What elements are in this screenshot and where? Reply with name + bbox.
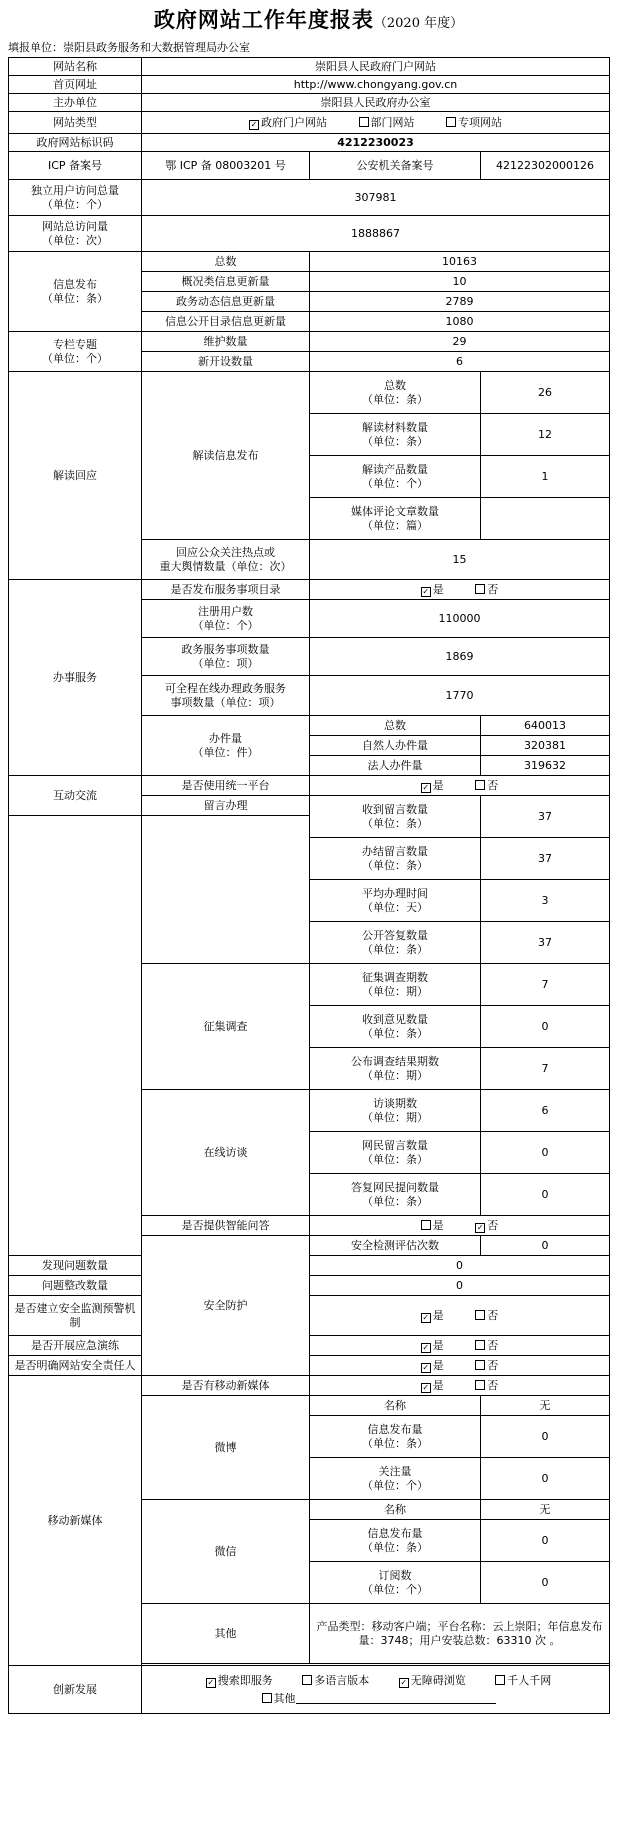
- service-online-value: 1770: [310, 676, 610, 716]
- innovation-label: 创新发展: [9, 1666, 142, 1714]
- checkbox-icon: ✓: [422, 1382, 430, 1392]
- row-icp: [9, 152, 610, 180]
- survey-opinions-value: 0: [481, 1006, 610, 1048]
- interview-periods-label: 访谈期数 （单位：期）: [310, 1090, 481, 1132]
- other-underline: [296, 1693, 496, 1704]
- checkbox-icon: ✓: [422, 1342, 430, 1352]
- wechat-posts-value: 0: [481, 1520, 610, 1562]
- row-site-type: [9, 112, 610, 134]
- interp-resp-label: 回应公众关注热点或 重大舆情数量（单位：次）: [142, 540, 310, 580]
- sec-issues-value: 0: [310, 1256, 610, 1276]
- wechat-subs-value: 0: [481, 1562, 610, 1604]
- service-online-label: 可全程在线办理政务服务 事项数量（单位：项）: [142, 676, 310, 716]
- checkbox-icon: [475, 780, 485, 790]
- survey-periods-label: 征集调查期数 （单位：期）: [310, 964, 481, 1006]
- interview-msgs-label: 网民留言数量 （单位：条）: [310, 1132, 481, 1174]
- service-users-value: 110000: [310, 600, 610, 638]
- row-interp-total: [9, 372, 610, 414]
- checkbox-icon: [262, 1693, 272, 1703]
- row-topics-maint: [9, 332, 610, 352]
- weibo-label: 微博: [142, 1396, 310, 1500]
- survey-periods-value: 7: [481, 964, 610, 1006]
- interact-recv-label: 收到留言数量 （单位：条）: [310, 796, 481, 838]
- police-label: 公安机关备案号: [310, 152, 481, 180]
- interp-total-label: 总数 （单位：条）: [310, 372, 481, 414]
- checkbox-icon: [475, 1360, 485, 1370]
- row-innovation: [9, 1666, 610, 1714]
- service-vol-person-value: 320381: [481, 736, 610, 756]
- sec-fixed-value: 0: [310, 1276, 610, 1296]
- filler-label: 填报单位：: [8, 41, 63, 54]
- interp-mat-value: 12: [481, 414, 610, 456]
- info-news-value: 2789: [310, 292, 610, 312]
- sec-owner-label: 是否明确网站安全责任人: [9, 1356, 142, 1376]
- interact-msg-cont: [142, 816, 310, 964]
- filler-unit: 崇阳县政务服务和大数据管理局办公室: [63, 41, 250, 54]
- sponsor-label: 主办单位: [9, 94, 142, 112]
- topics-new-value: 6: [310, 352, 610, 372]
- sec-issues-label: 发现问题数量: [9, 1256, 142, 1276]
- survey-results-label: 公布调查结果期数 （单位：期）: [310, 1048, 481, 1090]
- row-service-catalog: [9, 580, 610, 600]
- wechat-name-label: 名称: [310, 1500, 481, 1520]
- row-sec-monitor: [9, 1296, 610, 1336]
- info-label: 信息发布 （单位：条）: [9, 252, 142, 332]
- info-total-label: 总数: [142, 252, 310, 272]
- innovation-options: ✓ 搜索即服务 多语言版本 ✓ 无障碍浏览 千人千网 其他: [142, 1666, 610, 1714]
- report-table: [8, 57, 610, 1714]
- wechat-posts-label: 信息发布量 （单位：条）: [310, 1520, 481, 1562]
- interact-platform-choice: ✓ 是 否: [310, 776, 610, 796]
- survey-results-value: 7: [481, 1048, 610, 1090]
- interact-public-label: 公开答复数量 （单位：条）: [310, 922, 481, 964]
- weibo-follow-label: 关注量 （单位：个）: [310, 1458, 481, 1500]
- interview-msgs-value: 0: [481, 1132, 610, 1174]
- row-info-total: [9, 252, 610, 272]
- sec-drill-label: 是否开展应急演练: [9, 1336, 142, 1356]
- interp-prod-value: 1: [481, 456, 610, 498]
- police-value: 42122302000126: [481, 152, 610, 180]
- homepage-label: 首页网址: [9, 76, 142, 94]
- site-code-label: 政府网站标识码: [9, 134, 142, 152]
- service-vol-total-label: 总数: [310, 716, 481, 736]
- sec-owner-choice: ✓ 是 否: [310, 1356, 610, 1376]
- row-sec-issues: [9, 1256, 610, 1276]
- info-overview-value: 10: [310, 272, 610, 292]
- topics-label: 专栏专题 （单位：个）: [9, 332, 142, 372]
- service-vol-person-label: 自然人办件量: [310, 736, 481, 756]
- checkbox-icon: ✓: [207, 1677, 215, 1687]
- site-name-label: 网站名称: [9, 58, 142, 76]
- interact-msg-label: 留言办理: [142, 796, 310, 816]
- mobile-has-label: 是否有移动新媒体: [142, 1376, 310, 1396]
- checkbox-icon: [302, 1675, 312, 1685]
- row-homepage: [9, 76, 610, 94]
- interact-recv-value: 37: [481, 796, 610, 838]
- interact-label: 互动交流: [9, 776, 142, 816]
- wechat-label: 微信: [142, 1500, 310, 1604]
- service-vol-legal-label: 法人办件量: [310, 756, 481, 776]
- interp-resp-value: 15: [310, 540, 610, 580]
- info-total-value: 10163: [310, 252, 610, 272]
- survey-label: 征集调查: [142, 964, 310, 1090]
- checkbox-icon: ✓: [250, 119, 258, 129]
- service-users-label: 注册用户数 （单位：个）: [142, 600, 310, 638]
- sec-eval-label: 安全检测评估次数: [310, 1236, 481, 1256]
- checkbox-icon: [475, 1380, 485, 1390]
- weibo-posts-value: 0: [481, 1416, 610, 1458]
- checkbox-icon: ✓: [422, 782, 430, 792]
- interview-answers-label: 答复网民提问数量 （单位：条）: [310, 1174, 481, 1216]
- sec-drill-choice: ✓ 是 否: [310, 1336, 610, 1356]
- checkbox-icon: ✓: [422, 1312, 430, 1322]
- sec-fixed-label: 问题整改数量: [9, 1276, 142, 1296]
- interact-done-label: 办结留言数量 （单位：条）: [310, 838, 481, 880]
- interview-label: 在线访谈: [142, 1090, 310, 1216]
- service-vol-total-value: 640013: [481, 716, 610, 736]
- interp-media-label: 媒体评论文章数量 （单位：篇）: [310, 498, 481, 540]
- uv-value: 307981: [142, 180, 610, 216]
- interview-periods-value: 6: [481, 1090, 610, 1132]
- topics-maint-label: 维护数量: [142, 332, 310, 352]
- info-catalog-label: 信息公开目录信息更新量: [142, 312, 310, 332]
- icp-label: ICP 备案号: [9, 152, 142, 180]
- interp-prod-label: 解读产品数量 （单位：个）: [310, 456, 481, 498]
- survey-opinions-label: 收到意见数量 （单位：条）: [310, 1006, 481, 1048]
- checkbox-icon: [495, 1675, 505, 1685]
- report-year: （2020 年度）: [373, 16, 464, 31]
- row-mobile-has: [9, 1376, 610, 1396]
- row-site-name: [9, 58, 610, 76]
- site-type-label: 网站类型: [9, 112, 142, 134]
- checkbox-icon: [421, 1220, 431, 1230]
- checkbox-icon: ✓: [422, 1362, 430, 1372]
- weibo-name-value: 无: [481, 1396, 610, 1416]
- checkbox-icon: [359, 117, 369, 127]
- interact-label-cont: [9, 816, 142, 1256]
- interp-total-value: 26: [481, 372, 610, 414]
- pv-value: 1888867: [142, 216, 610, 252]
- mobile-other-value: 产品类型：移动客户端；平台名称：云上崇阳；年信息发布量：3748；用户安装总数：63310 次 。: [310, 1604, 610, 1664]
- interact-public-value: 37: [481, 922, 610, 964]
- interp-media-value: [481, 498, 610, 540]
- security-label: 安全防护: [142, 1236, 310, 1376]
- topics-maint-value: 29: [310, 332, 610, 352]
- checkbox-icon: [475, 1310, 485, 1320]
- pv-label: 网站总访问量 （单位：次）: [9, 216, 142, 252]
- interact-avg-label: 平均办理时间 （单位：天）: [310, 880, 481, 922]
- sec-eval-value: 0: [481, 1236, 610, 1256]
- checkbox-icon: ✓: [476, 1222, 484, 1232]
- interp-label: 解读回应: [9, 372, 142, 580]
- interact-smart-label: 是否提供智能问答: [142, 1216, 310, 1236]
- wechat-name-value: 无: [481, 1500, 610, 1520]
- weibo-follow-value: 0: [481, 1458, 610, 1500]
- homepage-value: http://www.chongyang.gov.cn: [142, 76, 610, 94]
- icp-value: 鄂 ICP 备 08003201 号: [142, 152, 310, 180]
- service-vol-legal-value: 319632: [481, 756, 610, 776]
- row-sec-fixed: [9, 1276, 610, 1296]
- topics-new-label: 新开设数量: [142, 352, 310, 372]
- wechat-subs-label: 订阅数 （单位：个）: [310, 1562, 481, 1604]
- filler-line: [8, 39, 250, 55]
- interact-done-value: 37: [481, 838, 610, 880]
- service-label: 办事服务: [9, 580, 142, 776]
- row-uv: [9, 180, 610, 216]
- mobile-label: 移动新媒体: [9, 1376, 142, 1666]
- interview-answers-value: 0: [481, 1174, 610, 1216]
- weibo-name-label: 名称: [310, 1396, 481, 1416]
- row-sec-drill: [9, 1336, 610, 1356]
- info-news-label: 政务动态信息更新量: [142, 292, 310, 312]
- site-name-value: 崇阳县人民政府门户网站: [142, 58, 610, 76]
- sponsor-value: 崇阳县人民政府办公室: [142, 94, 610, 112]
- weibo-posts-label: 信息发布量 （单位：条）: [310, 1416, 481, 1458]
- site-type-options: ✓ 政府门户网站 部门网站 专项网站: [142, 112, 610, 134]
- interp-mat-label: 解读材料数量 （单位：条）: [310, 414, 481, 456]
- report-title: 政府网站工作年度报表（2020 年度）: [153, 7, 464, 32]
- checkbox-icon: [475, 584, 485, 594]
- service-catalog-label: 是否发布服务事项目录: [142, 580, 310, 600]
- checkbox-icon: ✓: [422, 586, 430, 596]
- row-pv: [9, 216, 610, 252]
- interact-avg-value: 3: [481, 880, 610, 922]
- info-catalog-value: 1080: [310, 312, 610, 332]
- interact-smart-choice: 是 ✓ 否: [310, 1216, 610, 1236]
- interact-platform-label: 是否使用统一平台: [142, 776, 310, 796]
- service-items-value: 1869: [310, 638, 610, 676]
- uv-label: 独立用户访问总量 （单位：个）: [9, 180, 142, 216]
- checkbox-icon: ✓: [400, 1677, 408, 1687]
- checkbox-icon: [475, 1340, 485, 1350]
- site-code-value: 4212230023: [142, 134, 610, 152]
- info-overview-label: 概况类信息更新量: [142, 272, 310, 292]
- service-vol-label: 办件量 （单位：件）: [142, 716, 310, 776]
- row-sec-owner: [9, 1356, 610, 1376]
- checkbox-icon: [446, 117, 456, 127]
- service-items-label: 政务服务事项数量 （单位：项）: [142, 638, 310, 676]
- mobile-other-label: 其他: [142, 1604, 310, 1664]
- sec-monitor-label: 是否建立安全监测预警机 制: [9, 1296, 142, 1336]
- sec-monitor-choice: ✓ 是 否: [310, 1296, 610, 1336]
- interp-pub-label: 解读信息发布: [142, 372, 310, 540]
- row-site-code: [9, 134, 610, 152]
- row-interact-platform: [9, 776, 610, 796]
- service-catalog-choice: ✓ 是 否: [310, 580, 610, 600]
- row-sponsor: [9, 94, 610, 112]
- mobile-has-choice: ✓ 是 否: [310, 1376, 610, 1396]
